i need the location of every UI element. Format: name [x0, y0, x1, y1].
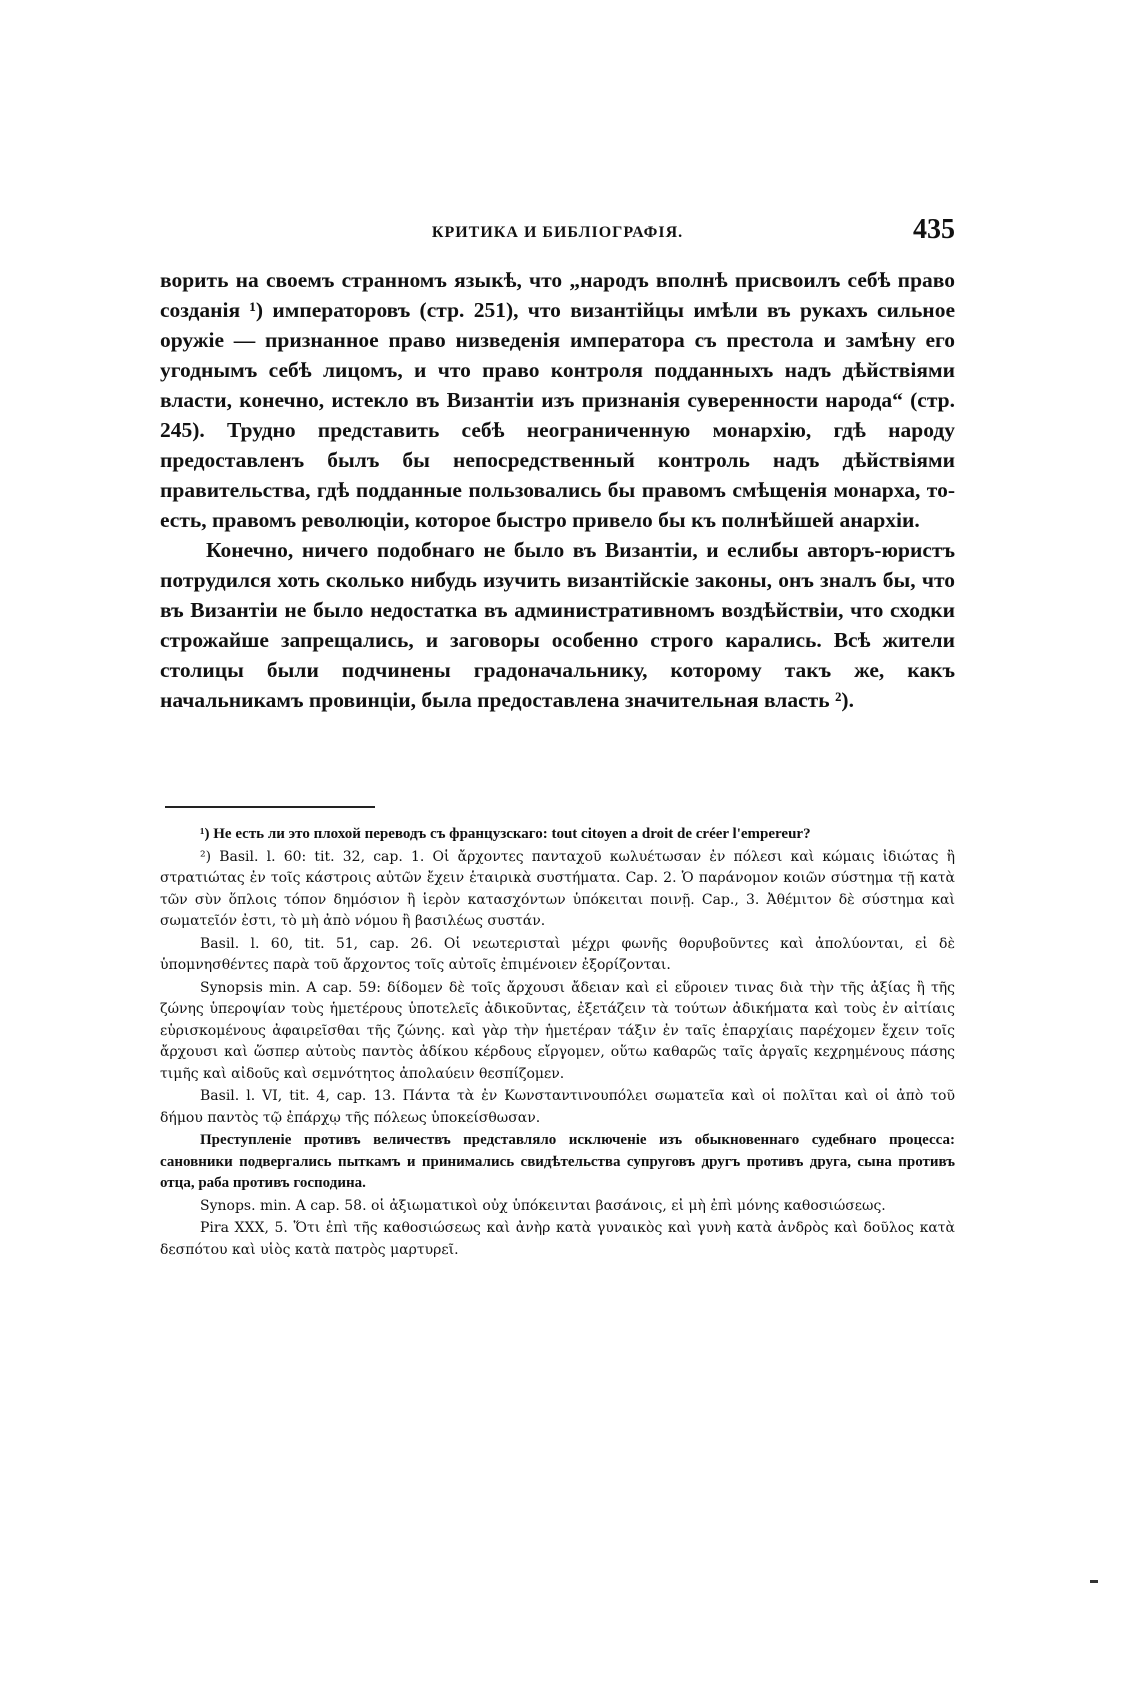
footnote-2-continued: Basil. l. 60, tit. 51, cap. 26. Οἱ νεωτερισταὶ μέχρι φωνῆς θορυβοῦντες καὶ ἀπολύονται, εἰ δὲ ὑπομνησθέντες παρὰ τοῦ ἄρχοντος τοῖς αὐτοῖς ἐπιμένοιεν ἐξορίζονται. — [160, 935, 955, 973]
footnote-2-continued: Pira XXX, 5. Ὅτι ἐπὶ τῆς καθοσιώσεως καὶ ἀνὴρ κατὰ γυναικὸς καὶ γυνὴ κατὰ ἀνδρὸς καὶ δοῦλος κατὰ δεσπότου καὶ υἱὸς κατὰ πατρὸς μαρτυρεῖ. — [160, 1220, 955, 1258]
paragraph: ворить на своемъ странномъ языкѣ, что „народъ вполнѣ присвоилъ себѣ право созданія ¹) императоровъ (стр. 251), что византійцы имѣли въ рукахъ сильное оружіе — признанное право низведенія императора съ престола и замѣну его угоднымъ себѣ лицомъ, и что право контроля подданныхъ надъ дѣйствіями власти, конечно, истекло въ Византіи изъ признанія суверенности народа“ (стр. 245). Трудно представить себѣ неограниченную монархію, гдѣ народу предоставленъ былъ бы непосредственный контроль надъ дѣйствіями правительства, гдѣ подданные пользовались бы правомъ смѣщенія монарха, то-есть, правомъ революціи, которое быстро привело бы къ полнѣйшей анархіи. — [160, 268, 955, 532]
footnote-1: ¹) Не есть ли это плохой переводъ съ французскаго: tout citoyen a droit de créer l'empereur? — [200, 826, 811, 842]
footnote-2-continued: Basil. l. VI, tit. 4, cap. 13. Πάντα τὰ ἐν Κωνσταντινουπόλει σωματεῖα καὶ οἱ πολῖται καὶ οἱ ἀπὸ τοῦ δήμου παντὸς τῷ ἐπάρχῳ τῆς πόλεως ὑποκείσθωσαν. — [160, 1088, 955, 1126]
main-text — [160, 265, 955, 715]
paragraph: Конечно, ничего подобнаго не было въ Византіи, и еслибы авторъ-юристъ потрудился хоть сколько нибудь изучить византійскіе законы, онъ зналъ бы, что въ Византіи не было недостатка въ административномъ воздѣйствіи, что сходки строжайше запрещались, и заговоры особенно строго карались. Всѣ жители столицы были подчинены градоначальнику, которому такъ же, какъ начальникамъ провинціи, была предоставлена значительная власть ²). — [160, 538, 955, 712]
footnote-2-continued: Synops. min. A cap. 58. οἱ ἀξιωματικοὶ οὐχ ὑπόκεινται βασάνοις, εἰ μὴ ἐπὶ μόνης καθοσιώσεως. — [200, 1197, 886, 1214]
footnote-divider — [165, 806, 375, 808]
footnotes — [160, 824, 955, 1262]
page-header — [160, 214, 955, 254]
footnote-2-continued: Преступленіе противъ величествъ представляло исключеніе изъ обыкновеннаго судебнаго процесса: сановники подвергались пыткамъ и принимались свидѣтельства супруговъ другъ противъ друга, сына противъ отца, раба противъ господина. — [160, 1132, 955, 1191]
footnote-2-continued: Synopsis min. A cap. 59: δίδομεν δὲ τοῖς ἄρχουσι ἄδειαν καὶ εἰ εὕροιεν τινας διὰ τὴν τῆς ἀξίας ἢ τῆς ζώνης ὑπεροψίαν τοὺς ἡμετέρους ὑποτελεῖς ἀδικοῦντας, ἐξετάζειν τὰ τούτων ἀδικήματα καὶ τοὺς ἐν αἰτίαις εὑρισκομένους ἀφαιρεῖσθαι τῆς ζώνης. καὶ γὰρ τὴν ἡμετέραν τάξιν ἐν ταῖς ἐπαρχίαις παρέχομεν ἔχειν τοῖς ἄρχουσι καὶ ὥσπερ αὐτοὺς παντὸς ἀδίκου κέρδους εἴργομεν, οὕτω καθαρῶς ταῖς ἀργαῖς κεχρημένους πάσης τιμῆς καὶ αἰδοῦς καὶ σεμνότητος ἀπολαύειν θεσπίζομεν. — [160, 979, 955, 1082]
running-title: КРИТИКА И БИБЛІОГРАФІЯ. — [431, 224, 684, 241]
footnote-2: ²) Basil. l. 60: tit. 32, cap. 1. Οἱ ἄρχοντες πανταχοῦ κωλυέτωσαν ἐν πόλεσι καὶ κώμαις ἰδιώτας ἢ στρατιώτας ἐν τοῖς κάστροις αὐτῶν ἔχειν ἑταιρικὰ συστήματα. Cap. 2. Ὁ παράνομον κοιῶν σύστημα τῇ κατὰ τῶν σὺν ὅπλοις τόπον δημόσιον ἢ ἱερὸν κατασχόντων ὑπόκειται ποινῇ. Cap., 3. Ἀθέμιτον δὲ σύστημα καὶ σωματεῖόν ἐστι, τὸ μὴ ἀπὸ νόμου ἢ βασιλέως συστάν. — [160, 848, 955, 929]
page-number: 435 — [913, 214, 955, 245]
scan-mark — [1090, 1580, 1098, 1583]
